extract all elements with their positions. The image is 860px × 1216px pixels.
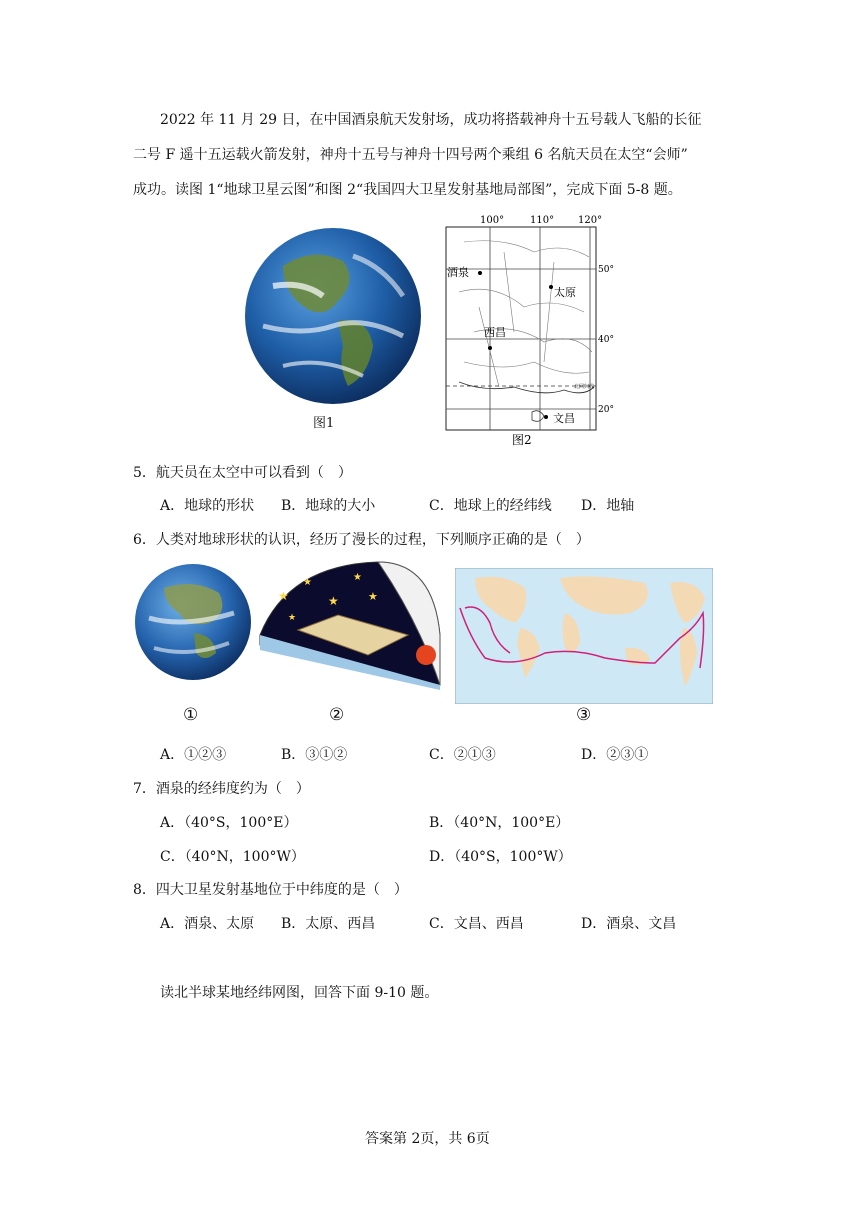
- svg-text:★: ★: [353, 572, 362, 583]
- site-dot-jiuquan: [478, 271, 482, 275]
- q6-label-2: ②: [329, 705, 345, 725]
- q7-stem: 7．酒泉的经纬度约为（ ）: [133, 781, 310, 797]
- q8-option-d: D．酒泉、文昌: [581, 916, 677, 932]
- figure1-caption: 图1: [313, 416, 335, 431]
- tropic-label: 北回归线: [574, 384, 595, 390]
- site-label-jiuquan: 酒泉: [447, 266, 469, 279]
- site-label-xichang: 西昌: [484, 326, 506, 339]
- svg-text:★: ★: [278, 589, 289, 603]
- site-label-taiyuan: 太原: [554, 286, 576, 299]
- q6-option-c: C．②①③: [429, 747, 496, 763]
- q5-option-a: A．地球的形状: [160, 498, 255, 514]
- figure2-map: [444, 212, 624, 452]
- q6-image-earth: [134, 563, 252, 681]
- q6-label-1: ①: [183, 705, 199, 725]
- q8-option-b: B．太原、西昌: [281, 916, 376, 932]
- q6-label-3: ③: [576, 705, 592, 725]
- q6-image-dome: [258, 560, 444, 690]
- lat-label-40: 40°: [598, 335, 614, 345]
- q5-option-b: B．地球的大小: [281, 498, 376, 514]
- lon-label-120: 120°: [578, 215, 603, 226]
- q5-option-d: D．地轴: [581, 498, 635, 514]
- q7-option-b: B．（40°N，100°E）: [429, 815, 570, 831]
- q7-option-d: D．（40°S，100°W）: [429, 849, 572, 865]
- q7-option-c: C．（40°N，100°W）: [160, 849, 305, 865]
- q8-option-c: C．文昌、西昌: [429, 916, 524, 932]
- lat-label-20: 20°: [598, 405, 614, 415]
- lon-label-110: 110°: [530, 215, 555, 226]
- svg-text:★: ★: [288, 613, 297, 623]
- q6-option-d: D．②③①: [581, 747, 649, 763]
- q6-stem: 6．人类对地球形状的认识，经历了漫长的过程，下列顺序正确的是（ ）: [133, 532, 590, 548]
- site-dot-wenchang: [544, 415, 548, 419]
- q7-option-a: A．（40°S，100°E）: [160, 815, 298, 831]
- lon-label-100: 100°: [480, 215, 505, 226]
- q6-image-world-map: [455, 568, 713, 704]
- figure1-earth-image: [243, 226, 423, 406]
- figure2-caption: 图2: [512, 433, 532, 447]
- svg-text:★: ★: [303, 577, 312, 588]
- svg-text:★: ★: [368, 590, 378, 603]
- svg-text:★: ★: [328, 594, 339, 608]
- site-dot-xichang: [488, 346, 492, 350]
- q6-option-b: B．③①②: [281, 747, 348, 763]
- q5-stem: 5．航天员在太空中可以看到（ ）: [133, 465, 352, 481]
- intro-line-1: 2022 年 11 月 29 日，在中国酒泉航天发射场，成功将搭载神舟十五号载人飞船的长征: [160, 112, 702, 128]
- intro-line-3: 成功。读图 1“地球卫星云图”和图 2“我国四大卫星发射基地局部图”，完成下面 5-8 题。: [133, 182, 682, 198]
- next-section-intro: 读北半球某地经纬网图，回答下面 9-10 题。: [160, 985, 439, 1001]
- site-label-wenchang: 文昌: [553, 412, 575, 425]
- lat-label-50: 50°: [598, 265, 614, 275]
- site-dot-taiyuan: [549, 285, 553, 289]
- intro-line-2: 二号 F 遥十五运载火箭发射，神舟十五号与神舟十四号两个乘组 6 名航天员在太空“会师”: [133, 147, 688, 163]
- q8-option-a: A．酒泉、太原: [160, 916, 255, 932]
- q6-option-a: A．①②③: [160, 747, 227, 763]
- q8-stem: 8．四大卫星发射基地位于中纬度的是（ ）: [133, 882, 408, 898]
- page-footer: 答案第 2页，共 6页: [365, 1131, 490, 1147]
- q5-option-c: C．地球上的经纬线: [429, 498, 552, 514]
